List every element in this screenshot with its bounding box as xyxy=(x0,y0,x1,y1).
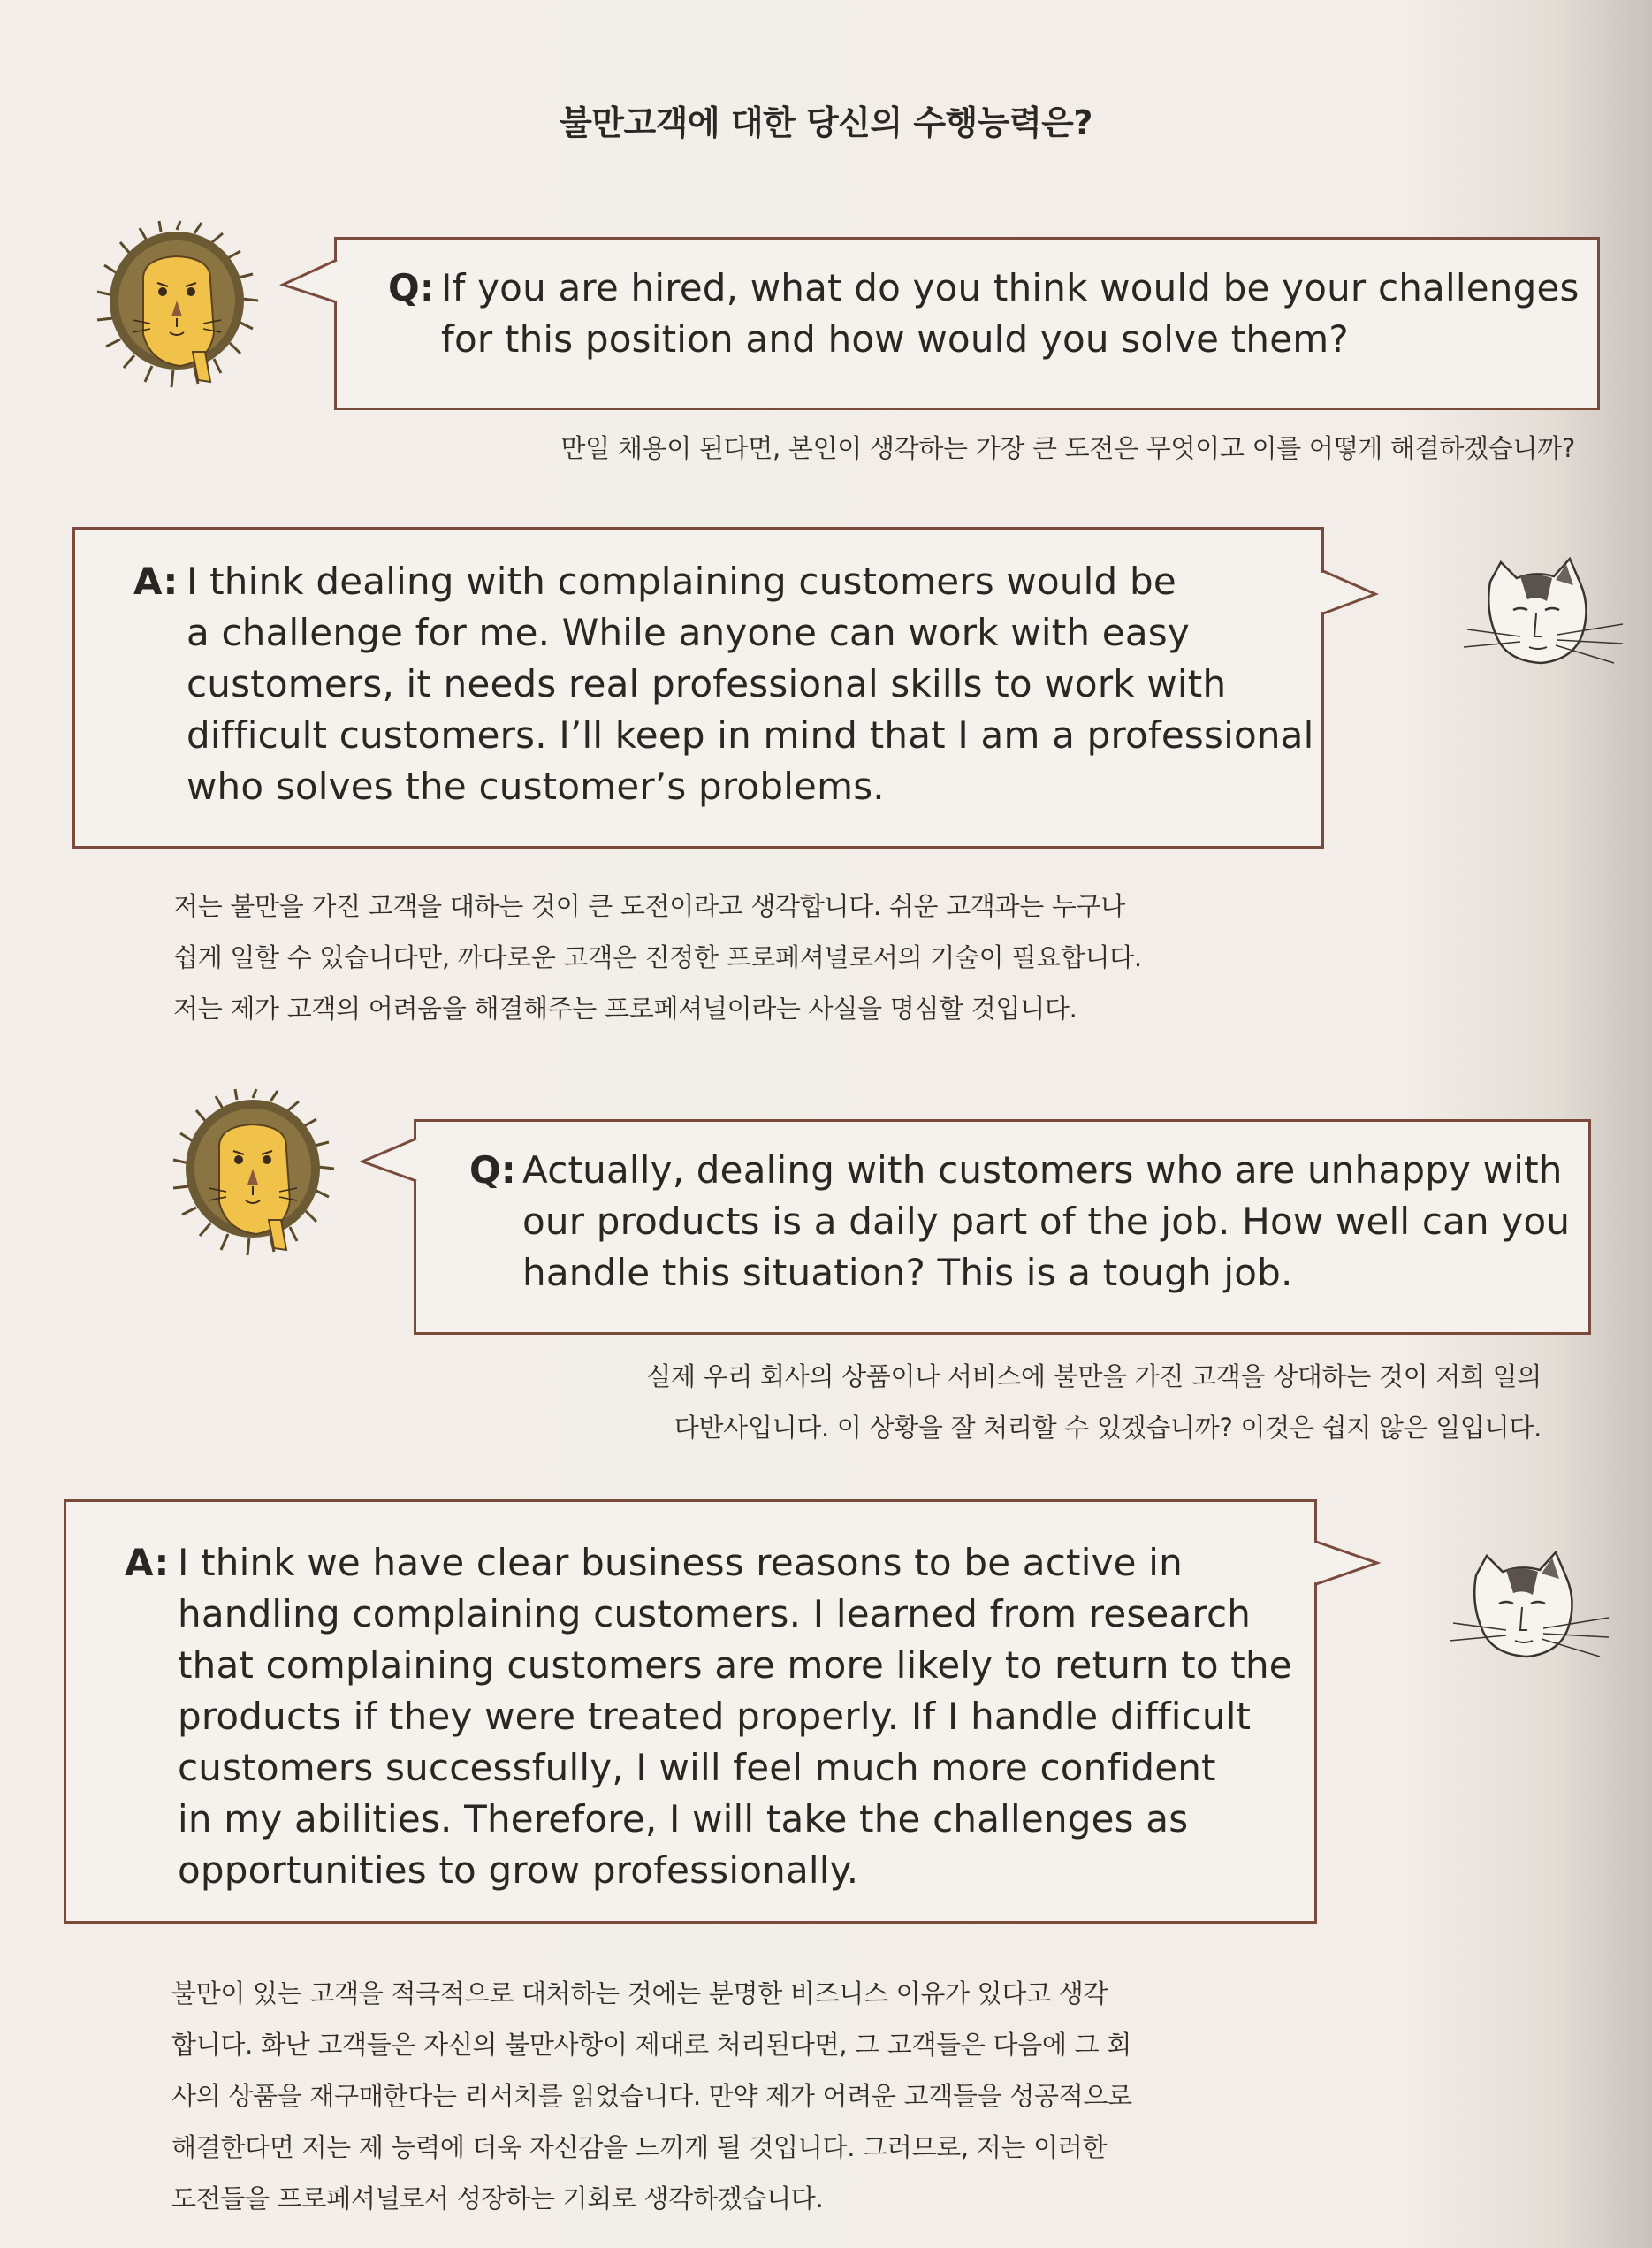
answer-line: handling complaining customers. I learned from research xyxy=(178,1592,1252,1635)
answer-line: in my abilities. Therefore, I will take the challenges as xyxy=(178,1797,1189,1840)
question-bubble-1 xyxy=(334,237,1600,410)
korean-translation xyxy=(442,1351,1542,1453)
answer-line: I think dealing with complaining customers would be xyxy=(187,560,1176,603)
question-line: our products is a daily part of the job. How well can you xyxy=(522,1200,1571,1243)
question-line: for this position and how would you solve them? xyxy=(441,317,1349,361)
answer-line: who solves the customer’s problems. xyxy=(187,765,885,808)
translation-line: 도전들을 프로페셔널로서 성장하는 기회로 생각하겠습니다. xyxy=(171,2183,824,2214)
answer-line: customers successfully, I will feel much more confident xyxy=(178,1746,1216,1789)
translation-line: 만일 채용이 된다면, 본인이 생각하는 가장 큰 도전은 무엇이고 이를 어떻게 해결하겠습니까? xyxy=(560,433,1575,463)
korean-translation xyxy=(415,423,1575,474)
translation-line: 합니다. 화난 고객들은 자신의 불만사항이 제대로 처리된다면, 그 고객들은 다음에 그 회 xyxy=(171,2030,1131,2060)
answer-line: difficult customers. I’ll keep in mind that I am a professional xyxy=(187,713,1314,757)
speech-tail xyxy=(281,256,339,309)
translation-line: 다반사입니다. 이 상황을 잘 처리할 수 있겠습니까? 이것은 쉽지 않은 일입니다. xyxy=(674,1413,1542,1443)
lion-icon xyxy=(88,219,265,396)
question-line: handle this situation? This is a tough job. xyxy=(522,1251,1293,1294)
korean-translation xyxy=(171,1968,1132,2224)
answer-line: customers, it needs real professional skills to work with xyxy=(187,662,1227,705)
question-line: If you are hired, what do you think would be your challenges xyxy=(441,266,1580,309)
answer-line: that complaining customers are more likely to return to the xyxy=(178,1643,1292,1687)
translation-line: 저는 불만을 가진 고객을 대하는 것이 큰 도전이라고 생각합니다. 쉬운 고객과는 누구나 xyxy=(173,891,1126,921)
answer-line: opportunities to grow professionally. xyxy=(178,1848,859,1892)
answer-bubble-2 xyxy=(64,1499,1317,1924)
question-bubble-2 xyxy=(414,1119,1591,1335)
lion-icon xyxy=(164,1087,341,1264)
answer-bubble-1 xyxy=(72,527,1324,849)
question-line: Actually, dealing with customers who are unhappy with xyxy=(522,1148,1563,1192)
answer-label: A: xyxy=(133,560,179,603)
question-label: Q: xyxy=(388,266,435,309)
translation-line: 실제 우리 회사의 상품이나 서비스에 불만을 가진 고객을 상대하는 것이 저희 일의 xyxy=(646,1361,1542,1391)
answer-line: a challenge for me. While anyone can work with easy xyxy=(187,611,1190,654)
korean-translation xyxy=(173,880,1142,1034)
translation-line: 불만이 있는 고객을 적극적으로 대처하는 것에는 분명한 비즈니스 이유가 있다고 생각 xyxy=(171,1978,1108,2008)
question-label: Q: xyxy=(469,1148,516,1192)
translation-line: 사의 상품을 재구매한다는 리서치를 읽었습니다. 만약 제가 어려운 고객들을 성공적으로 xyxy=(171,2081,1132,2111)
answer-line: products if they were treated properly. If I handle difficult xyxy=(178,1695,1252,1738)
cat-icon xyxy=(1450,555,1626,688)
speech-tail xyxy=(361,1135,419,1188)
answer-label: A: xyxy=(125,1541,170,1584)
cat-icon xyxy=(1435,1549,1612,1681)
translation-line: 쉽게 일할 수 있습니다만, 까다로운 고객은 진정한 프로페셔널로서의 기술이 필요합니다. xyxy=(173,942,1142,972)
translation-line: 해결한다면 저는 제 능력에 더욱 자신감을 느끼게 될 것입니다. 그러므로, 저는 이러한 xyxy=(171,2132,1108,2162)
speech-tail xyxy=(1313,1538,1381,1591)
speech-tail xyxy=(1321,568,1379,621)
translation-line: 저는 제가 고객의 어려움을 해결해주는 프로페셔널이라는 사실을 명심할 것입니다. xyxy=(173,994,1077,1024)
answer-line: I think we have clear business reasons to be active in xyxy=(178,1541,1183,1584)
page-title: 불만고객에 대한 당신의 수행능력은? xyxy=(560,103,1092,142)
